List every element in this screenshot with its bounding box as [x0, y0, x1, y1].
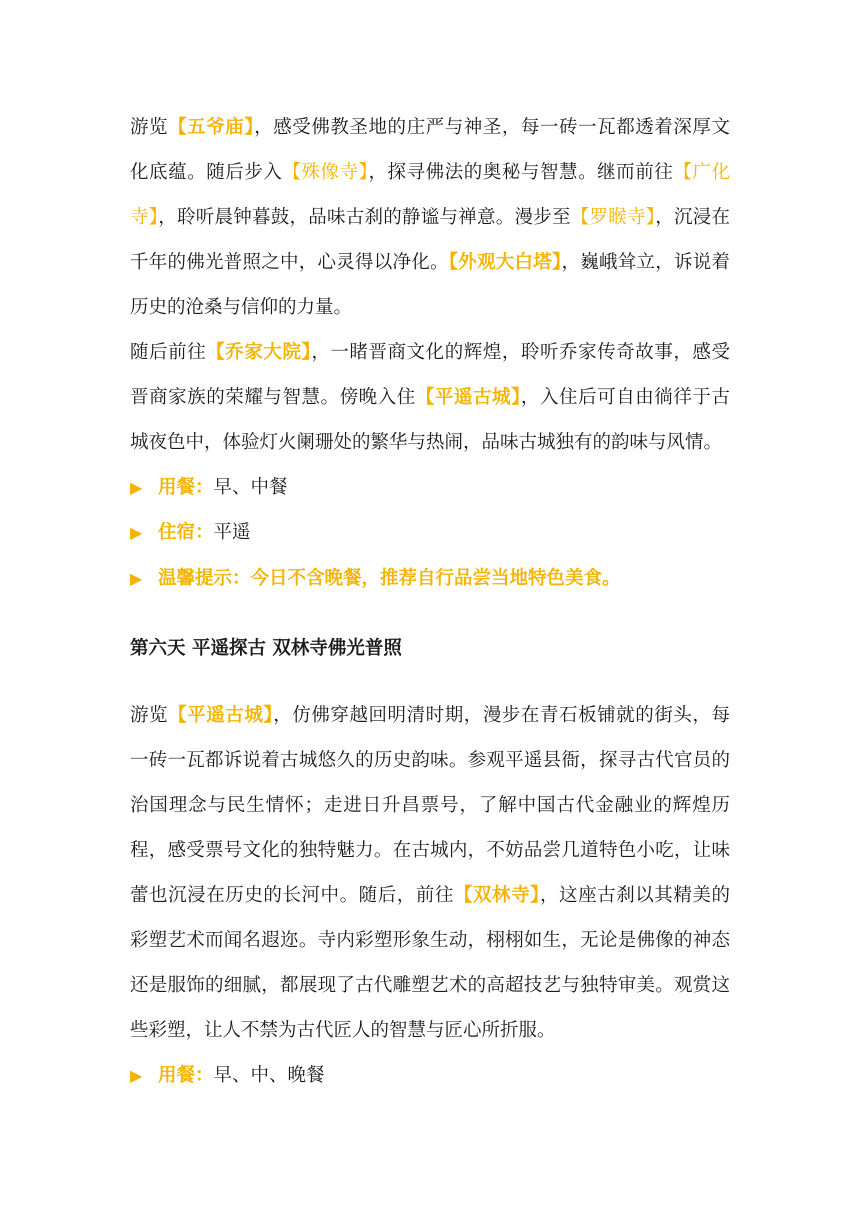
text-run: ，这座古刹以其精美的彩塑艺术而闻名遐迩。寺内彩塑形象生动，栩栩如生，无论是佛像的神态还是服饰的细腻，都展现了古代雕塑艺术的高超技艺与独特审美。观赏这些彩塑，让人不禁为古代匠人的智慧与匠心所折服。 [130, 885, 730, 1041]
text-run: 游览 [130, 705, 169, 726]
text-run: ，感受佛教圣地的庄严与神圣，每一砖一瓦都透着深厚文化底蕴。随后步入 [130, 117, 730, 183]
highlight-shuxiang-temple: 【殊像寺】 [282, 162, 369, 183]
highlight-qiao-courtyard: 【乔家大院】 [206, 342, 312, 363]
text-run: ，沉浸在千年的佛光普照之中，心灵得以净化。 [130, 207, 730, 273]
play-triangle-icon: ▶ [130, 569, 143, 588]
highlight-pingyao-ancient-city: 【平遥古城】 [168, 705, 274, 726]
text-run: ，巍峨耸立，诉说着历史的沧桑与信仰的力量。 [130, 252, 730, 318]
highlight-wuye-temple: 【五爷庙】 [168, 117, 255, 138]
text-run: ，仿佛穿越回明清时期，漫步在青石板铺就的街头，每一砖一瓦都诉说着古城悠久的历史韵味。参观平遥县衙，探寻古代官员的治国理念与民生情怀；走进日升昌票号，了解中国古代金融业的辉煌历程，感受票号文化的独特魅力。在古城内，不妨品尝几道特色小吃，让味蕾也沉浸在历史的长河中。随后，前往 [130, 705, 730, 906]
text-run: ，一睹晋商文化的辉煌，聆听乔家传奇故事，感受晋商家族的荣耀与智慧。傍晚入住 [130, 342, 730, 408]
day5-paragraph-1 [130, 105, 730, 330]
highlight-pingyao-ancient-city: 【平遥古城】 [415, 387, 521, 408]
text-run: ，聆听晨钟暮鼓，品味古刹的静谧与禅意。漫步至 [158, 207, 571, 228]
meals-value: 早、中、晚餐 [213, 1065, 325, 1086]
meals-label: 用餐： [158, 477, 214, 498]
play-triangle-icon: ▶ [130, 1066, 143, 1085]
stay-value: 平遥 [213, 522, 251, 543]
day6-meals-item [130, 1064, 750, 1088]
stay-label: 住宿： [158, 522, 214, 543]
highlight-guanghua-temple: 【广化寺】 [130, 162, 730, 228]
day5-paragraph-2 [130, 330, 730, 465]
text-run: ，入住后可自由徜徉于古城夜色中，体验灯火阑珊处的繁华与热闹，品味古城独有的韵味与风情。 [130, 387, 730, 453]
highlight-luohou-temple: 【罗睺寺】 [570, 207, 656, 228]
day5-stay-item [130, 521, 750, 545]
meals-label: 用餐： [158, 1065, 214, 1086]
day5-meals-item [130, 476, 750, 500]
play-triangle-icon: ▶ [130, 478, 143, 497]
text-run: 随后前往 [130, 342, 207, 363]
text-run: 游览 [130, 117, 169, 138]
tip-value: 今日不含晚餐，推荐自行品尝当地特色美食。 [250, 568, 621, 589]
highlight-white-pagoda: 【外观大白塔】 [448, 252, 562, 273]
highlight-shuanglin-temple: 【双林寺】 [453, 885, 540, 906]
meals-value: 早、中餐 [213, 477, 288, 498]
day6-paragraph [130, 693, 730, 1053]
tip-label: 温馨提示： [158, 568, 251, 589]
text-run: ，探寻佛法的奥秘与智慧。继而前往 [368, 162, 674, 183]
play-triangle-icon: ▶ [130, 523, 143, 542]
day6-title: 第六天 平遥探古 双林寺佛光普照 [130, 638, 402, 659]
day5-tip-item [130, 567, 750, 591]
